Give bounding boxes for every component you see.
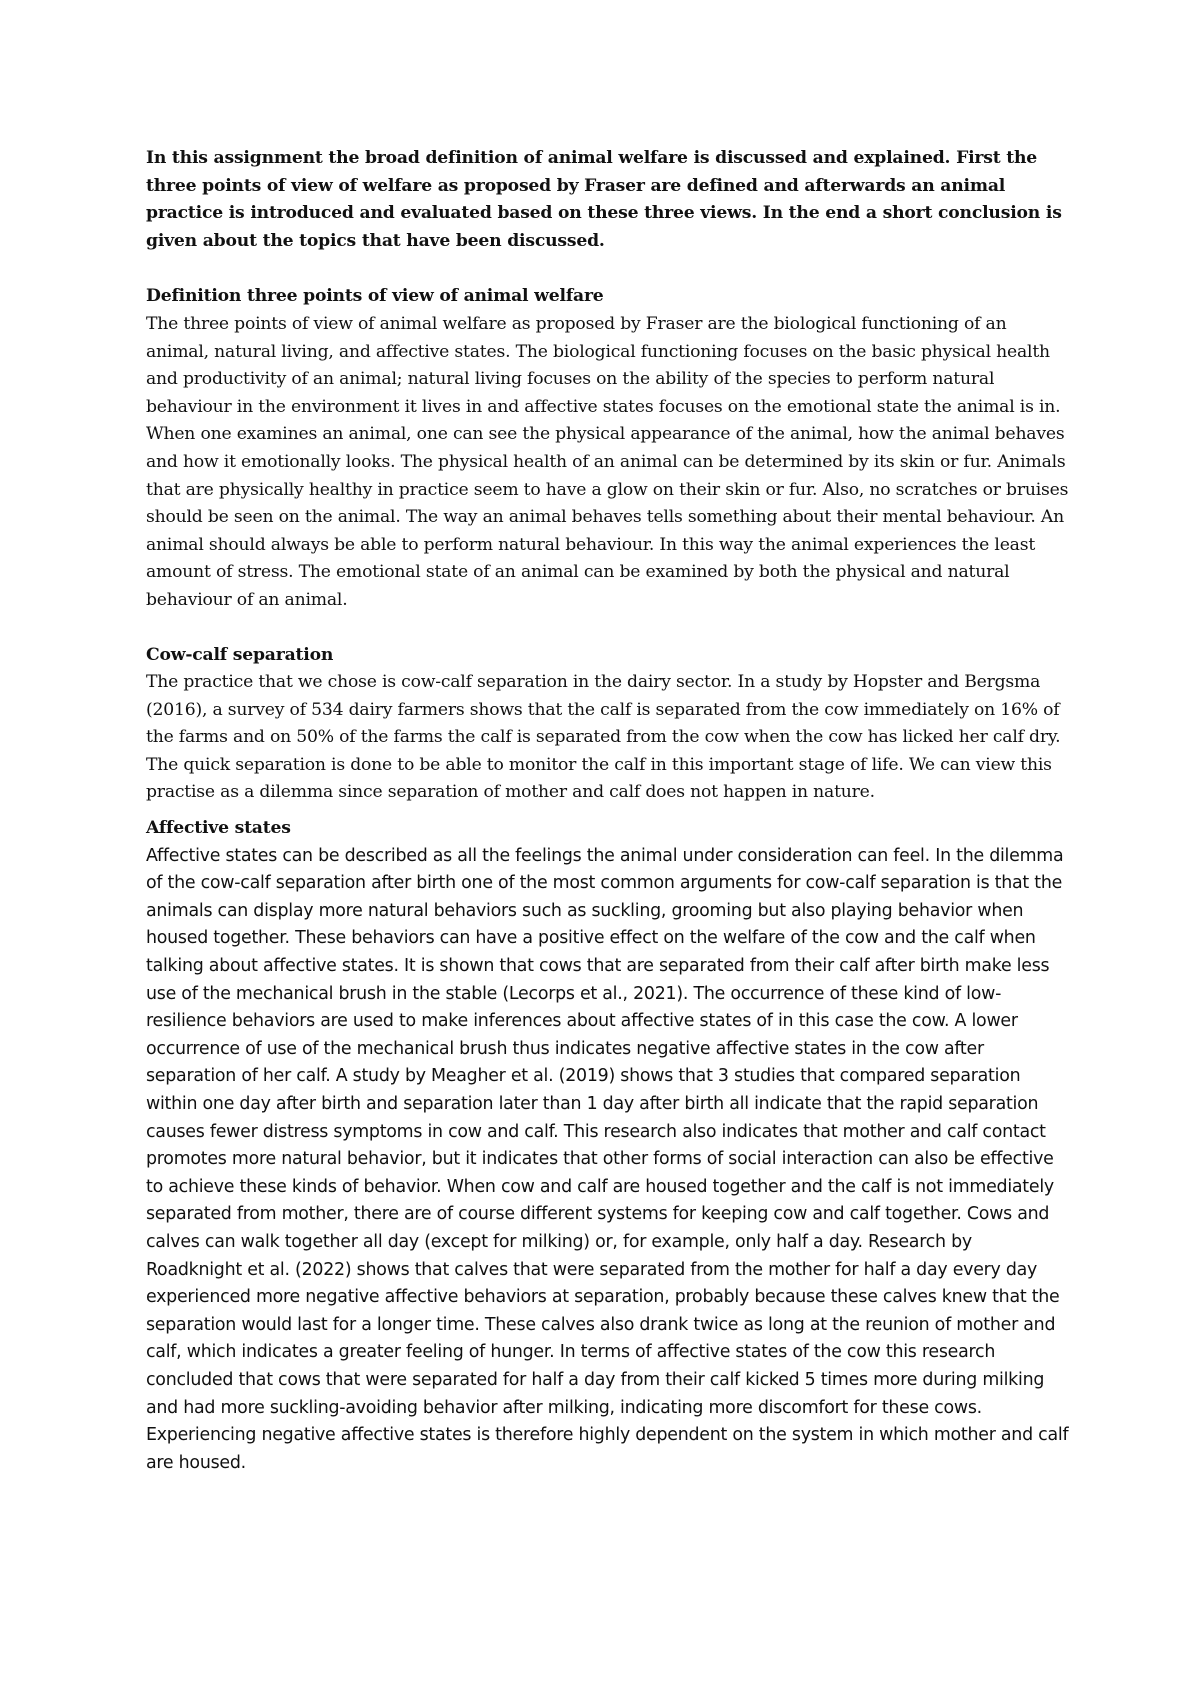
intro-paragraph: In this assignment the broad definition of animal welfare is discussed and explained. First the three points of view of welfare as proposed by Fraser are defined and afterwards an animal practice is introduced and evaluated based on these three views. In the end a short conclusion is given about the topics that have been discussed. <box>146 148 1062 251</box>
section-body-definition: The three points of view of animal welfare as proposed by Fraser are the biological functioning of an animal, natural living, and affective states. The biological functioning focuses on the basic physical health and productivity of an animal; natural living focuses on the ability of the species to perform natural behaviour in the environment it lives in and affective states focuses on the emotional state the animal is in. When one examines an animal, one can see the physical appearance of the animal, how the animal behaves and how it emotionally looks. The physical health of an animal can be determined by its skin or fur. Animals that are physically healthy in practice seem to have a glow on their skin or fur. Also, no scratches or bruises should be seen on the animal. The way an animal behaves tells something about their mental behaviour. An animal should always be able to perform natural behaviour. In this way the animal experiences the least amount of stress. The emotional state of an animal can be examined by both the physical and natural behaviour of an animal. <box>146 313 1069 610</box>
section-heading-affective-states: Affective states <box>146 818 291 839</box>
section-body-cow-calf-separation: The practice that we chose is cow-calf separation in the dairy sector. In a study by Hopster and Bergsma (2016), a survey of 534 dairy farmers shows that the calf is separated from the cow immediately on 16% of the farms and on 50% of the farms the calf is separated from the cow when the cow has licked her calf dry. The quick separation is done to be able to monitor the calf in this important stage of life. We can view this practise as a dilemma since separation of mother and calf does not happen in nature. <box>146 672 1061 803</box>
section-heading-definition: Definition three points of view of animal welfare <box>146 286 604 307</box>
section-body-affective-states: Affective states can be described as all the feelings the animal under consideration can feel. In the dilemma of the cow-calf separation after birth one of the most common arguments for cow-calf separation is that the animals can display more natural behaviors such as suckling, grooming but also playing behavior when housed together. These behaviors can have a positive effect on the welfare of the cow and the calf when talking about affective states. It is shown that cows that are separated from their calf after birth make less use of the mechanical brush in the stable (Lecorps et al., 2021). The occurrence of these kind of low-resilience behaviors are used to make inferences about affective states of in this case the cow. A lower occurrence of use of the mechanical brush thus indicates negative affective states in the cow after separation of her calf. A study by Meagher et al. (2019) shows that 3 studies that compared separation within one day after birth and separation later than 1 day after birth all indicate that the rapid separation causes fewer distress symptoms in cow and calf. This research also indicates that mother and calf contact promotes more natural behavior, but it indicates that other forms of social interaction can also be effective to achieve these kinds of behavior. When cow and calf are housed together and the calf is not immediately separated from mother, there are of course different systems for keeping cow and calf together. Cows and calves can walk together all day (except for milking) or, for example, only half a day. Research by Roadknight et al. (2022) shows that calves that were separated from the mother for half a day every day experienced more negative affective behaviors at separation, probably because these calves knew that the separation would last for a longer time. These calves also drank twice as long at the reunion of mother and calf, which indicates a greater feeling of hunger. In terms of affective states of the cow this research concluded that cows that were separated for half a day from their calf kicked 5 times more during milking and had more suckling-avoiding behavior after milking, indicating more discomfort for these cows. Experiencing negative affective states is therefore highly dependent on the system in which mother and calf are housed. <box>146 845 1069 1473</box>
section-heading-cow-calf-separation: Cow-calf separation <box>146 644 334 665</box>
